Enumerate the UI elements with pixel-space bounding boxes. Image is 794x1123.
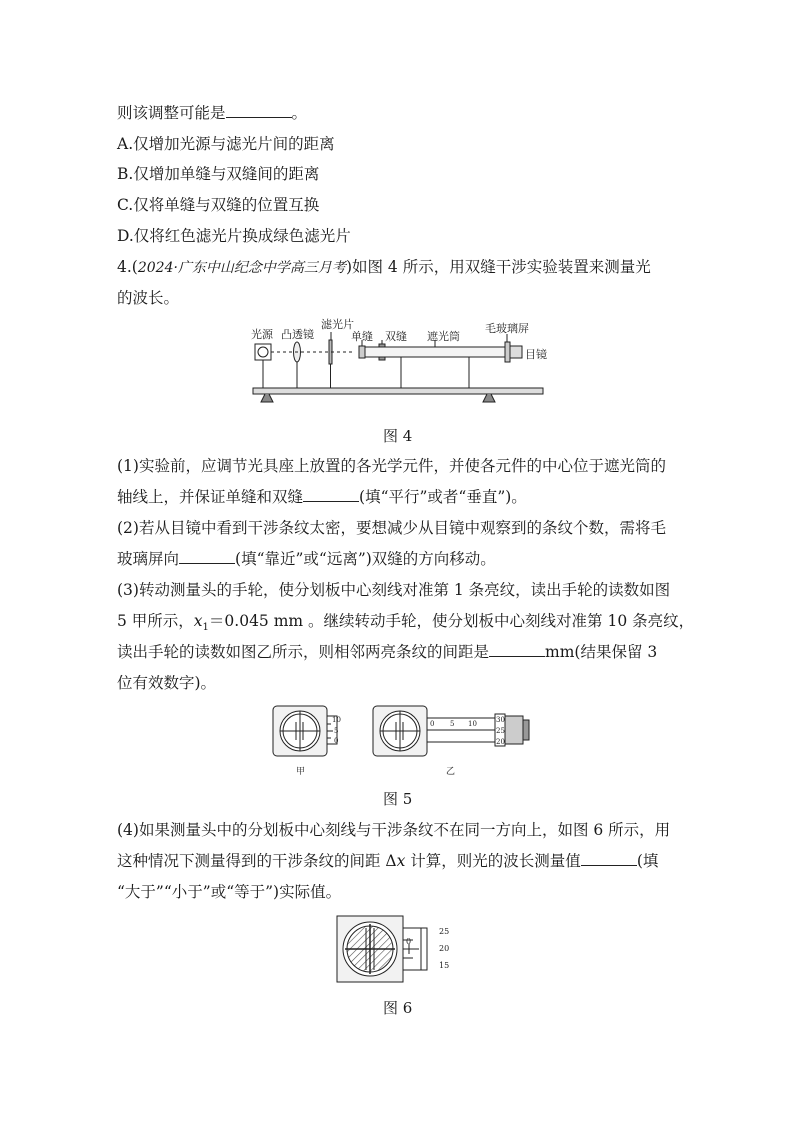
label-double-slit: 双缝 bbox=[385, 330, 407, 343]
q4-part3-d: 位有效数字)。 bbox=[117, 674, 217, 692]
fig6-drum-tick-25: 25 bbox=[439, 927, 450, 936]
answer-blank[interactable] bbox=[179, 549, 235, 564]
q4-number: 4.( bbox=[117, 258, 138, 276]
yi-drum-tick-25: 25 bbox=[496, 727, 505, 735]
q3-stem bbox=[117, 103, 307, 123]
bench-leg-left bbox=[261, 394, 273, 402]
q4-part1-a: (1)实验前，应调节光具座上放置的各光学元件，并使各元件的中心位于遮光筒的 bbox=[117, 457, 666, 475]
yi-main-tick-5: 5 bbox=[450, 720, 455, 728]
jia-tick-0: 0 bbox=[334, 737, 339, 745]
single-slit bbox=[359, 346, 365, 358]
figure-5-micrometers bbox=[270, 702, 532, 782]
q4-part1-b1: 轴线上，并保证单缝和双缝 bbox=[117, 488, 304, 506]
q4-part4-b1: 这种情况下测量得到的干涉条纹的间距 Δ bbox=[117, 852, 397, 870]
yi-knob bbox=[505, 716, 523, 744]
q4-part3-b bbox=[117, 611, 694, 638]
jia-tick-10: 10 bbox=[332, 716, 341, 724]
q4-part3-c bbox=[117, 642, 657, 662]
label-single-slit: 单缝 bbox=[351, 330, 373, 343]
q4-part4-b2: 计算，则光的波长测量值 bbox=[405, 852, 581, 870]
yi-drum-tick-20: 20 bbox=[496, 738, 505, 746]
option-d: D.仅将红色滤光片换成绿色滤光片 bbox=[117, 227, 351, 245]
var-x: x bbox=[396, 852, 406, 870]
yi-drum-tick-30: 30 bbox=[496, 716, 505, 724]
fig6-drum-tick-20: 20 bbox=[439, 944, 450, 953]
figure-6-caption: 图 6 bbox=[383, 999, 413, 1017]
figure-4-caption: 图 4 bbox=[383, 427, 413, 445]
shade-tube bbox=[365, 347, 511, 357]
yi-main-tick-0: 0 bbox=[430, 720, 435, 728]
q4-part2-b bbox=[117, 549, 496, 569]
label-light-source: 光源 bbox=[251, 328, 273, 341]
q4-part2-a: (2)若从目镜中看到干涉条纹太密，要想减少从目镜中观察到的条纹个数，需将毛 bbox=[117, 519, 666, 537]
figure-4-apparatus bbox=[245, 316, 551, 412]
q4-part3-a: (3)转动测量头的手轮，使分划板中心刻线对准第 1 条亮纹，读出手轮的读数如图 bbox=[117, 581, 671, 599]
q4-part4-c: “大于”“小于”或“等于”)实际值。 bbox=[117, 883, 342, 901]
q4-part3-c2: mm(结果保留 3 bbox=[545, 643, 658, 661]
jia-tick-5: 5 bbox=[334, 727, 339, 735]
glass-screen bbox=[505, 342, 510, 362]
bulb bbox=[258, 347, 268, 357]
q4-part3-b2: ＝0.045 mm 。继续转动手轮，使分划板中心刻线对准第 10 条亮纹， bbox=[208, 612, 695, 630]
label-jia: 甲 bbox=[296, 767, 306, 777]
answer-blank[interactable] bbox=[581, 851, 637, 866]
q4-part4-b bbox=[117, 851, 658, 871]
q4-part1-b bbox=[117, 487, 527, 507]
light-source-box bbox=[255, 344, 271, 360]
answer-blank[interactable] bbox=[489, 642, 545, 657]
label-shade-tube: 遮光筒 bbox=[427, 330, 460, 343]
q4-part4-a: (4)如果测量头中的分划板中心刻线与干涉条纹不在同一方向上，如图 6 所示，用 bbox=[117, 821, 671, 839]
eyepiece bbox=[510, 346, 522, 358]
option-b: B.仅增加单缝与双缝间的距离 bbox=[117, 165, 320, 183]
figure-6-tilted-reticle bbox=[335, 914, 465, 984]
q4-intro-a: )如图 4 所示，用双缝干涉实验装置来测量光 bbox=[345, 258, 651, 276]
q4-part2-b2: (填“靠近”或“远离”)双缝的方向移动。 bbox=[235, 550, 496, 568]
label-eyepiece: 目镜 bbox=[525, 348, 547, 361]
answer-blank[interactable] bbox=[303, 487, 359, 502]
q4-source: 2024·广东中山纪念中学高三月考 bbox=[137, 260, 346, 276]
q4-intro bbox=[117, 257, 651, 278]
q4-intro-b: 的波长。 bbox=[117, 289, 180, 307]
bench-leg-right bbox=[483, 394, 495, 402]
q4-part4-b3: (填 bbox=[636, 852, 659, 870]
figure-5-caption: 图 5 bbox=[383, 790, 413, 808]
q4-part3-c1: 读出手轮的读数如图乙所示，则相邻两亮条纹的间距是 bbox=[117, 643, 490, 661]
fig6-drum-tick-15: 15 bbox=[439, 961, 450, 970]
q4-part2-b1: 玻璃屏向 bbox=[117, 550, 180, 568]
optical-bench bbox=[253, 388, 543, 394]
yi-main-tick-10: 10 bbox=[468, 720, 477, 728]
label-convex-lens: 凸透镜 bbox=[281, 328, 314, 341]
answer-blank[interactable] bbox=[226, 103, 292, 118]
q4-part1-b2: (填“平行”或者“垂直”)。 bbox=[359, 488, 527, 506]
option-c: C.仅将单缝与双缝的位置互换 bbox=[117, 196, 320, 214]
q4-part3-b1: 5 甲所示， bbox=[117, 612, 194, 630]
q3-stem-end: 。 bbox=[291, 104, 308, 122]
label-screen: 毛玻璃屏 bbox=[485, 322, 529, 335]
option-a: A.仅增加光源与滤光片间的距离 bbox=[117, 135, 335, 153]
var-x-subscript: 1 bbox=[202, 622, 209, 634]
fig6-main-tick-0: 0 bbox=[406, 937, 412, 946]
q3-stem-text: 则该调整可能是 bbox=[117, 104, 226, 122]
var-x: x bbox=[193, 612, 203, 630]
label-filter: 滤光片 bbox=[321, 318, 354, 331]
label-yi: 乙 bbox=[446, 767, 456, 777]
